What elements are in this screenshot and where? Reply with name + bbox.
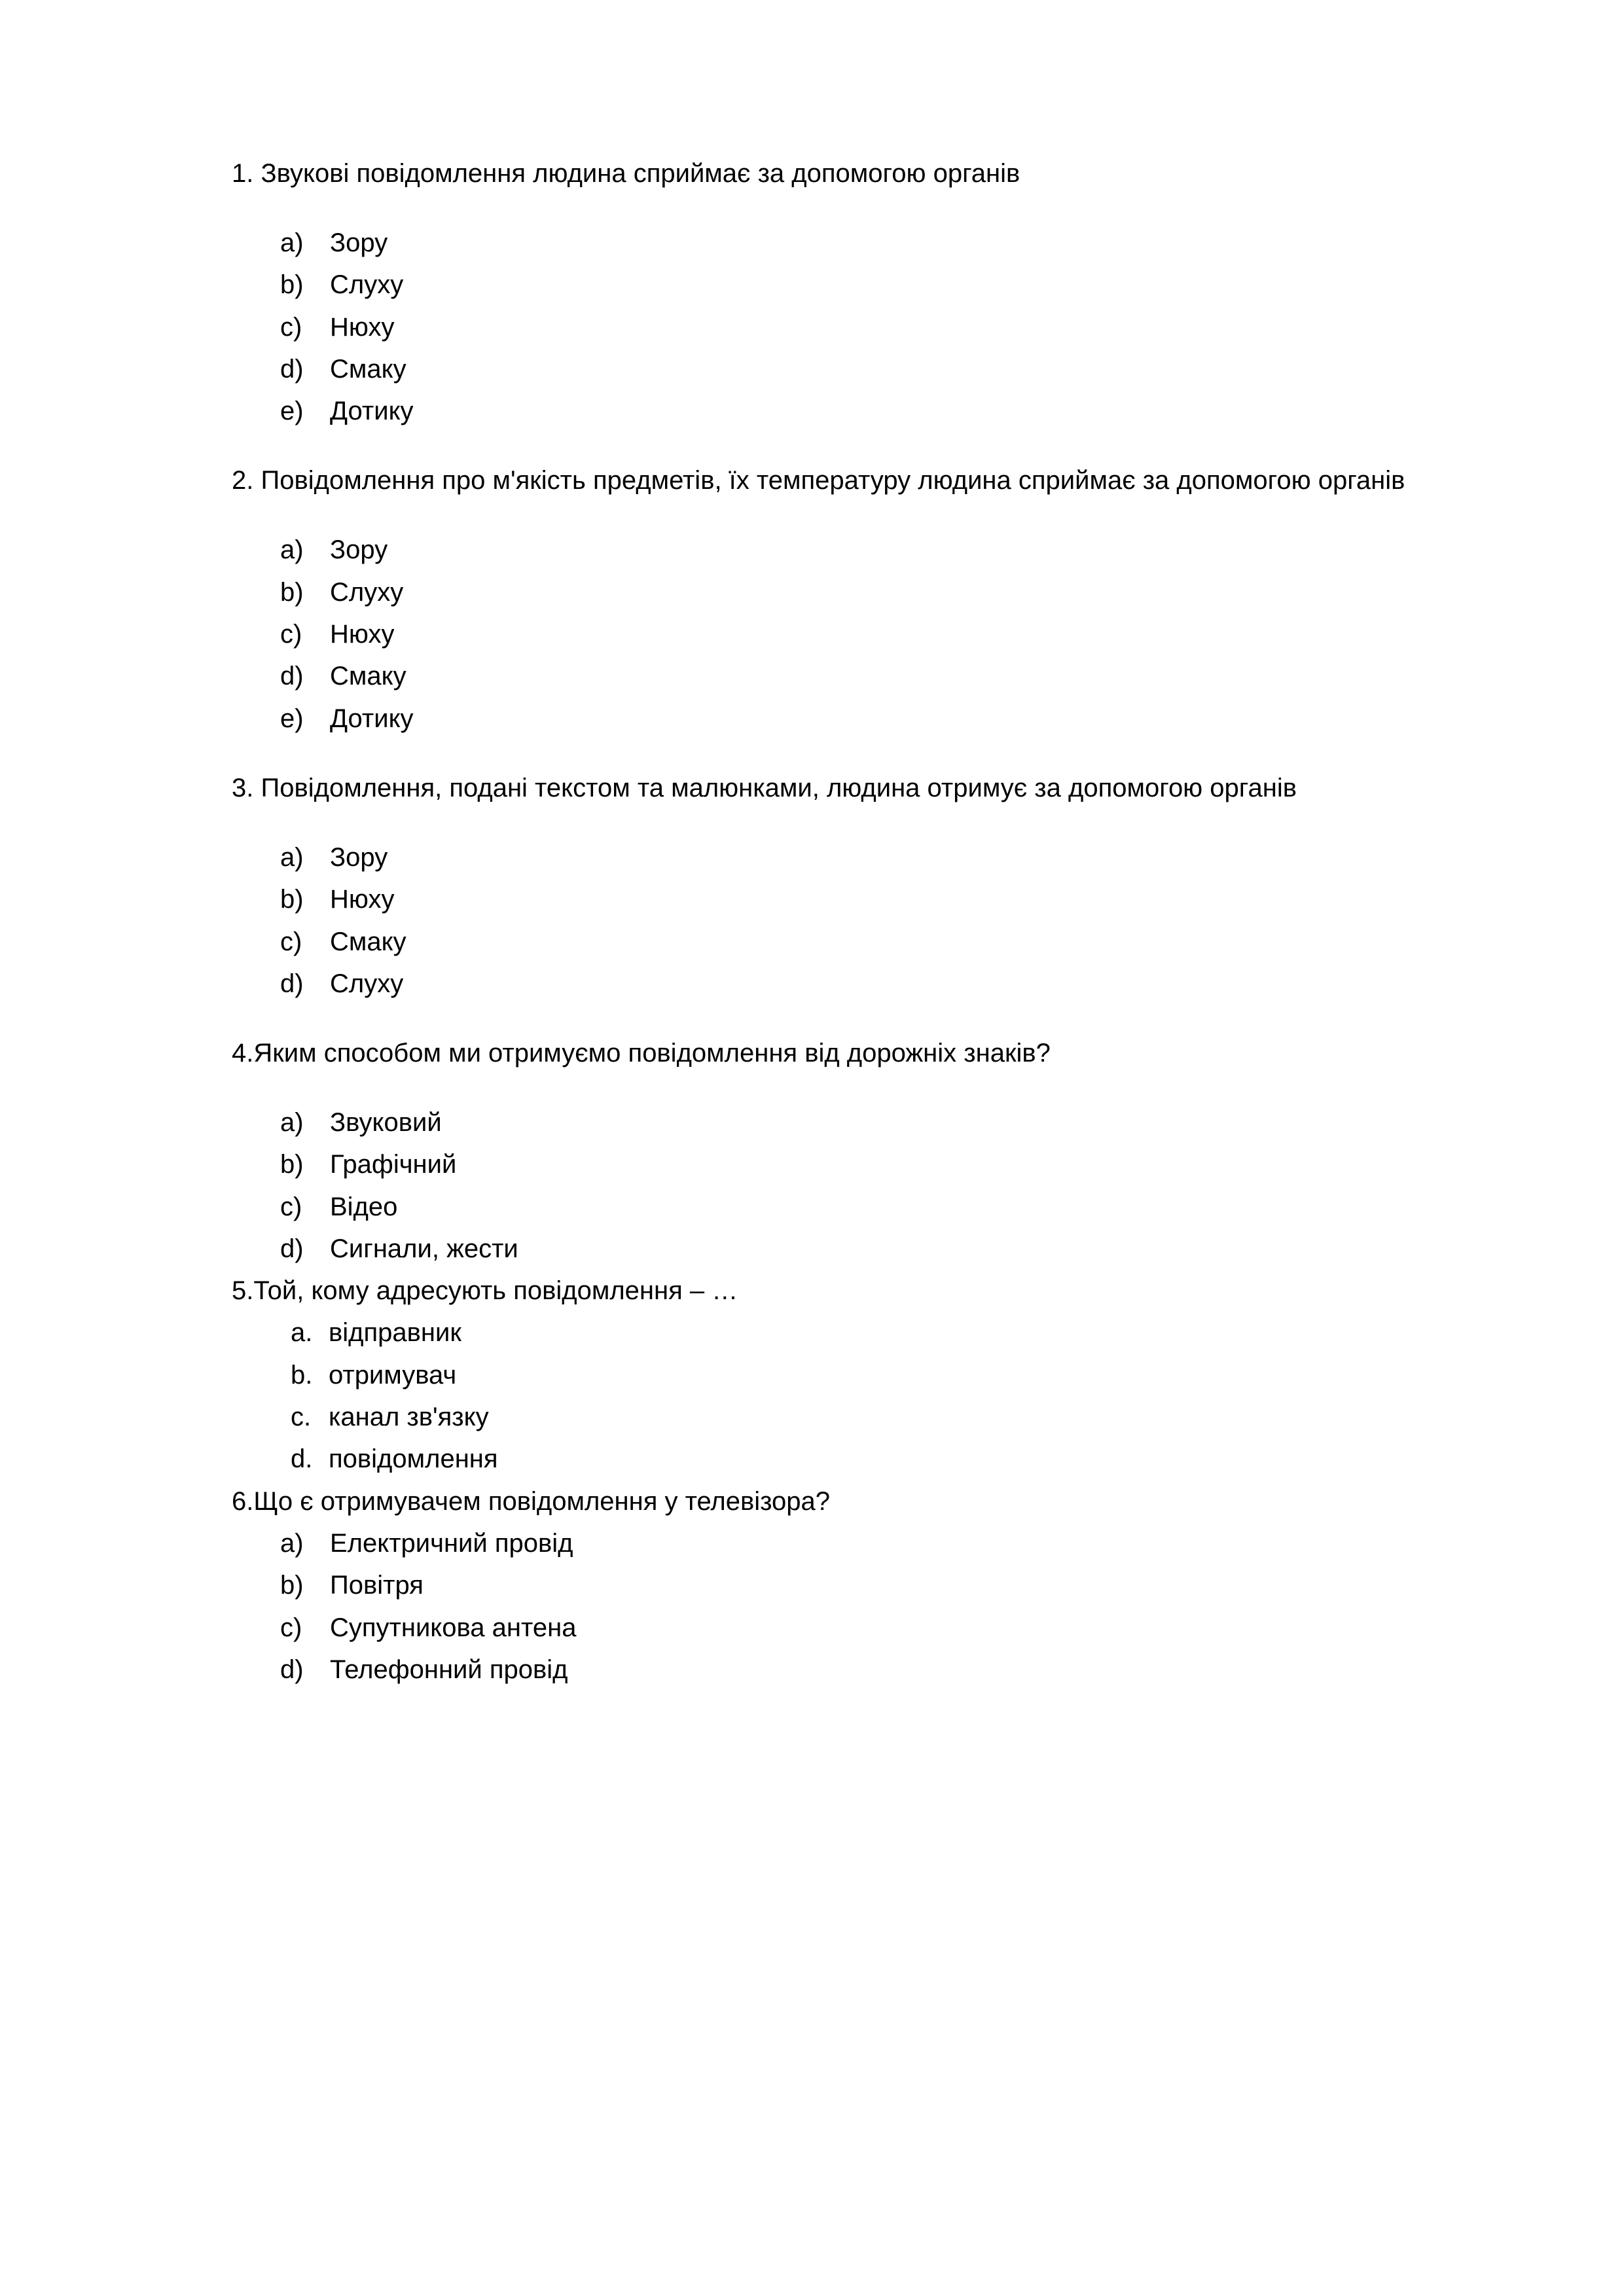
option-text: повідомлення bbox=[329, 1444, 498, 1473]
option-text: отримувач bbox=[329, 1361, 457, 1390]
option-text: Графічний bbox=[330, 1150, 457, 1179]
option-letter: c. bbox=[291, 1403, 312, 1431]
option-letter: a. bbox=[291, 1318, 313, 1347]
option-letter: e) bbox=[280, 704, 304, 733]
option-letter: a) bbox=[280, 1529, 304, 1558]
option-letter: b) bbox=[280, 885, 304, 914]
option-letter: d) bbox=[280, 1655, 304, 1684]
question-6-option-c bbox=[280, 1611, 1458, 1644]
question-5-option-b bbox=[291, 1359, 1469, 1391]
option-text: Слуху bbox=[330, 270, 404, 299]
option-text: Смаку bbox=[330, 662, 406, 691]
option-text: Дотику bbox=[330, 704, 414, 733]
question-5-option-c bbox=[291, 1401, 1469, 1433]
option-letter: a) bbox=[280, 535, 304, 564]
option-letter: c) bbox=[280, 313, 302, 342]
option-letter: d) bbox=[280, 1234, 304, 1263]
question-3-option-a bbox=[280, 841, 1458, 874]
question-5: 5.Той, кому адресують повідомлення – … bbox=[232, 1276, 738, 1305]
question-2-option-b bbox=[280, 576, 1458, 609]
option-text: Повітря bbox=[330, 1571, 424, 1600]
question-2-option-d bbox=[280, 660, 1458, 692]
option-letter: a) bbox=[280, 843, 304, 872]
option-text: Слуху bbox=[330, 578, 404, 607]
option-letter: b) bbox=[280, 270, 304, 299]
question-6-option-d bbox=[280, 1653, 1458, 1686]
question-5-option-d bbox=[291, 1443, 1469, 1475]
option-text: Зору bbox=[330, 535, 388, 564]
option-letter: b) bbox=[280, 1150, 304, 1179]
question-2-option-e bbox=[280, 702, 1458, 735]
option-text: Зору bbox=[330, 843, 388, 872]
option-letter: a) bbox=[280, 1108, 304, 1137]
question-4-option-a bbox=[280, 1106, 1458, 1139]
option-text: Дотику bbox=[330, 397, 414, 425]
question-4-option-d bbox=[280, 1232, 1458, 1265]
question-3-option-b bbox=[280, 883, 1458, 916]
question-4-option-b bbox=[280, 1148, 1458, 1181]
question-2-option-a bbox=[280, 533, 1458, 566]
option-text: Звуковий bbox=[330, 1108, 442, 1137]
option-letter: d) bbox=[280, 355, 304, 384]
question-4: 4.Яким способом ми отримуємо повідомлення від дорожніх знаків? bbox=[232, 1039, 1051, 1067]
question-1: 1. Звукові повідомлення людина сприймає за допомогою органів bbox=[232, 159, 1020, 188]
option-text: Електричний провід bbox=[330, 1529, 573, 1558]
option-text: Відео bbox=[330, 1193, 398, 1221]
question-4-option-c bbox=[280, 1191, 1458, 1223]
question-1-option-b bbox=[280, 268, 1458, 301]
option-text: канал зв'язку bbox=[329, 1403, 489, 1431]
option-text: Смаку bbox=[330, 927, 406, 956]
question-3-option-d bbox=[280, 967, 1458, 1000]
question-3-option-c bbox=[280, 925, 1458, 958]
option-text: Смаку bbox=[330, 355, 406, 384]
question-1-option-e bbox=[280, 395, 1458, 427]
option-text: Нюху bbox=[330, 620, 395, 649]
question-6-option-b bbox=[280, 1569, 1458, 1602]
option-letter: d) bbox=[280, 969, 304, 998]
question-3: 3. Повідомлення, подані текстом та малюнками, людина отримує за допомогою органів bbox=[232, 774, 1297, 802]
question-2-option-c bbox=[280, 618, 1458, 651]
option-text: відправник bbox=[329, 1318, 461, 1347]
option-letter: c) bbox=[280, 927, 302, 956]
question-1-option-d bbox=[280, 353, 1458, 386]
option-letter: e) bbox=[280, 397, 304, 425]
option-text: Нюху bbox=[330, 313, 395, 342]
option-letter: b. bbox=[291, 1361, 313, 1390]
option-letter: d. bbox=[291, 1444, 313, 1473]
option-text: Нюху bbox=[330, 885, 395, 914]
option-text: Супутникова антена bbox=[330, 1613, 577, 1642]
question-5-option-a bbox=[291, 1316, 1469, 1349]
option-text: Телефонний провід bbox=[330, 1655, 568, 1684]
question-6-option-a bbox=[280, 1527, 1458, 1560]
option-letter: c) bbox=[280, 620, 302, 649]
option-letter: c) bbox=[280, 1613, 302, 1642]
option-text: Сигнали, жести bbox=[330, 1234, 518, 1263]
question-6: 6.Що є отримувачем повідомлення у телевізора? bbox=[232, 1487, 831, 1516]
question-1-option-a bbox=[280, 226, 1458, 259]
question-1-option-c bbox=[280, 311, 1458, 344]
option-text: Зору bbox=[330, 228, 388, 257]
option-letter: d) bbox=[280, 662, 304, 691]
option-letter: b) bbox=[280, 578, 304, 607]
option-letter: a) bbox=[280, 228, 304, 257]
option-text: Слуху bbox=[330, 969, 404, 998]
option-letter: b) bbox=[280, 1571, 304, 1600]
option-letter: c) bbox=[280, 1193, 302, 1221]
question-2: 2. Повідомлення про м'якість предметів, їх температуру людина сприймає за допомогою органів bbox=[232, 466, 1405, 495]
